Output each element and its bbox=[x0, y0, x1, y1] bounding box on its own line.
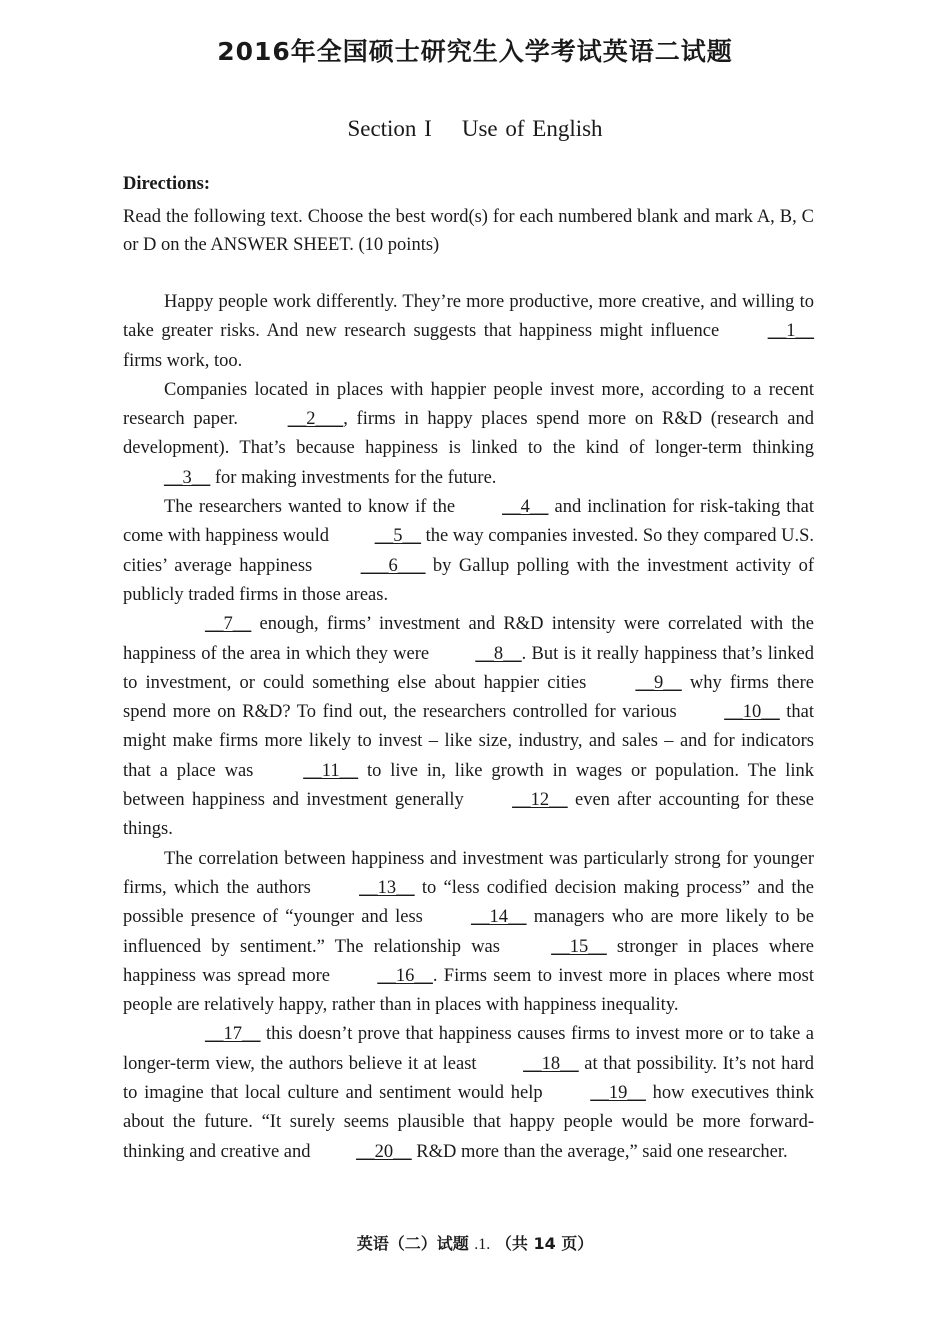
numbered-blank: __20__ bbox=[356, 1141, 412, 1162]
passage-text: stronger in places where happiness was spread more bbox=[123, 936, 814, 986]
numbered-blank: __19__ bbox=[590, 1083, 646, 1104]
passage-text: to “less codified decision making process” and the possible presence of “younger and less bbox=[123, 877, 814, 928]
passage-paragraph bbox=[123, 493, 814, 610]
numbered-blank: __3__ bbox=[164, 467, 211, 488]
numbered-blank: __16__ bbox=[377, 965, 433, 986]
numbered-blank: __11__ bbox=[303, 760, 359, 781]
passage-text: . Firms seem to invest more in places where most people are relatively happy, rather than in places with happiness inequality. bbox=[123, 965, 814, 1016]
numbered-blank: __9__ bbox=[635, 672, 682, 693]
numbered-blank: __2___ bbox=[287, 409, 344, 430]
numbered-blank: __18__ bbox=[523, 1053, 579, 1074]
directions-text: Read the following text. Choose the best word(s) for each numbered blank and mark A, B, C or D on the ANSWER SHEET. (10 points) bbox=[123, 207, 814, 255]
passage-text: Happy people work differently. They’re more productive, more creative, and willing to take greater risks. And new research suggests that happiness might influence bbox=[123, 292, 814, 342]
passage-text: even after accounting for these things. bbox=[123, 790, 814, 840]
passage-text: at that possibility. It’s not hard to imagine that local culture and sentiment would help bbox=[123, 1053, 814, 1104]
passage-paragraph bbox=[123, 288, 814, 376]
passage-text: managers who are more likely to be influenced by sentiment.” The relationship was bbox=[123, 907, 814, 957]
passage-text: the way companies invested. So they compared U.S. cities’ average happiness bbox=[123, 526, 814, 576]
numbered-blank: __12__ bbox=[512, 790, 568, 811]
passage-text: , firms in happy places spend more on R&D (research and development). That’s because happiness is linked to the kind of longer-term thinking bbox=[123, 409, 814, 459]
numbered-blank: __10__ bbox=[724, 702, 780, 723]
footer-subject: 英语（二）试题 bbox=[356, 1234, 469, 1253]
numbered-blank: __15__ bbox=[551, 936, 607, 957]
passage-text: R&D more than the average,” said one researcher. bbox=[411, 1141, 788, 1162]
directions-heading: Directions: bbox=[123, 174, 210, 194]
passage-text: how executives think about the future. “It surely seems plausible that happy people would be more forward-thinking and creative and bbox=[123, 1083, 814, 1162]
numbered-blank: __4__ bbox=[502, 497, 549, 518]
passage-paragraph bbox=[123, 845, 814, 1021]
passage-text: enough, firms’ investment and R&D intensity were correlated with the happiness of the area in which they were bbox=[123, 614, 814, 664]
passage-text: and inclination for risk-taking that come with happiness would bbox=[123, 497, 814, 547]
numbered-blank: __13__ bbox=[359, 877, 415, 898]
numbered-blank: __14__ bbox=[471, 907, 527, 928]
section-name: Use of English bbox=[461, 116, 603, 141]
cloze-passage bbox=[123, 288, 814, 1167]
passage-text: for making investments for the future. bbox=[210, 467, 497, 488]
numbered-blank: __1__ bbox=[767, 321, 814, 342]
numbered-blank: __8__ bbox=[475, 643, 522, 664]
section-heading bbox=[0, 114, 950, 144]
passage-text: Companies located in places with happier people invest more, according to a recent research paper. bbox=[123, 379, 814, 430]
passage-text: firms work, too. bbox=[123, 350, 243, 371]
passage-text: The correlation between happiness and investment was particularly strong for younger firms, which the authors bbox=[123, 848, 814, 898]
numbered-blank: ___6___ bbox=[360, 555, 426, 576]
numbered-blank: __5__ bbox=[374, 526, 421, 547]
footer-page-number: .1. bbox=[474, 1236, 491, 1253]
footer-total-pages: （共 14 页） bbox=[495, 1234, 594, 1253]
passage-text: The researchers wanted to know if the bbox=[164, 497, 462, 518]
passage-text: by Gallup polling with the investment activity of publicly traded firms in those areas. bbox=[123, 555, 815, 605]
passage-text: this doesn’t prove that happiness causes firms to invest more or to take a longer-term view, the authors believe it at least bbox=[123, 1024, 814, 1074]
passage-paragraph bbox=[123, 376, 814, 493]
numbered-blank: __17__ bbox=[205, 1024, 261, 1045]
passage-text: why firms there spend more on R&D? To find out, the researchers controlled for various bbox=[123, 672, 814, 723]
passage-text: . But is it really happiness that’s linked to investment, or could something else about happier cities bbox=[123, 643, 814, 693]
passage-text: to live in, like growth in wages or population. The link between happiness and investment generally bbox=[123, 760, 814, 811]
section-label: Section I bbox=[347, 116, 432, 141]
passage-text: that might make firms more likely to invest – like size, industry, and sales – and for indicators that a place was bbox=[123, 702, 814, 781]
passage-paragraph bbox=[123, 1020, 814, 1166]
exam-title: 2016年全国硕士研究生入学考试英语二试题 bbox=[217, 37, 733, 66]
passage-paragraph bbox=[123, 610, 814, 844]
page-footer bbox=[0, 1232, 950, 1257]
numbered-blank: __7__ bbox=[205, 614, 252, 635]
